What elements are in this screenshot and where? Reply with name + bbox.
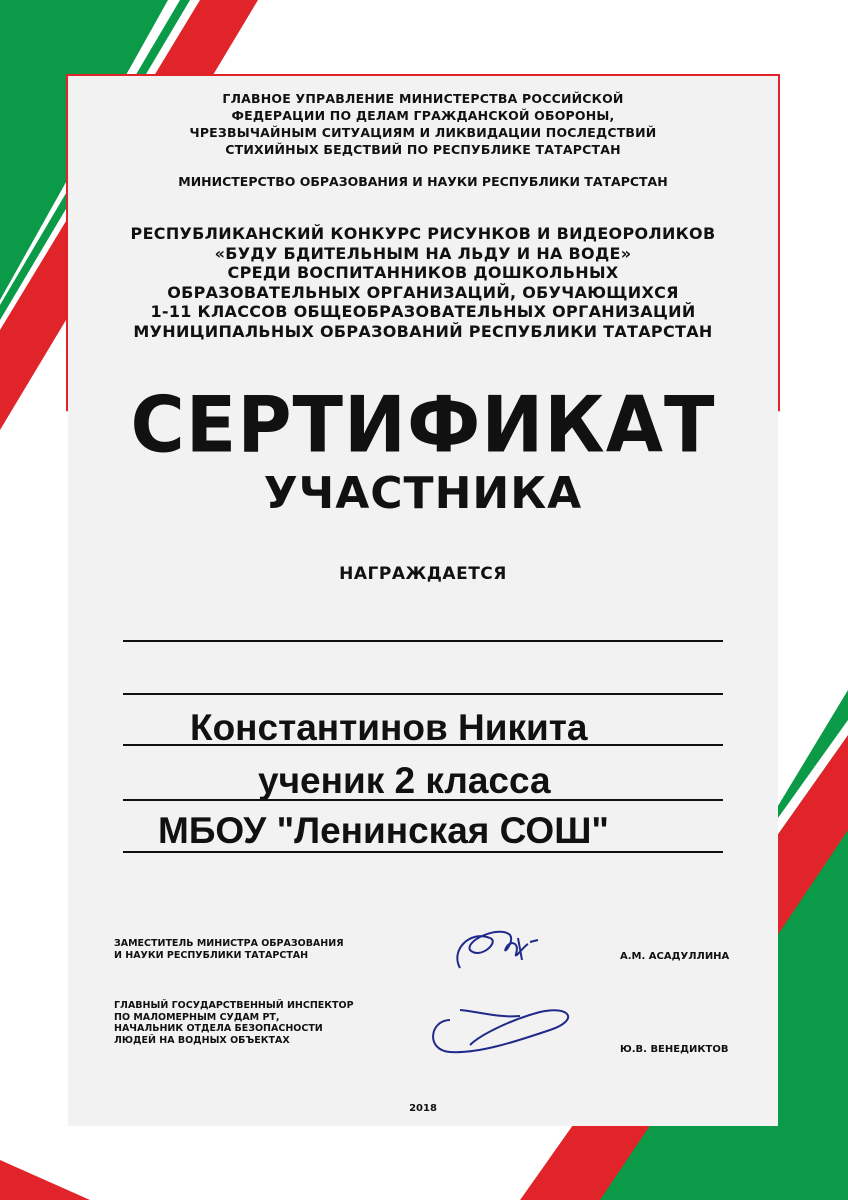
role-line: НАЧАЛЬНИК ОТДЕЛА БЕЗОПАСНОСТИ	[114, 1023, 323, 1034]
recipient-school: МБОУ "Ленинская СОШ"	[158, 810, 609, 851]
role-line: ЗАМЕСТИТЕЛЬ МИНИСТРА ОБРАЗОВАНИЯ	[114, 938, 344, 949]
contest-line: МУНИЦИПАЛЬНЫХ ОБРАЗОВАНИЙ РЕСПУБЛИКИ ТАТАРСТАН	[133, 321, 713, 341]
signer-1-role	[114, 938, 344, 961]
contest-description	[68, 224, 778, 341]
blank-line	[123, 640, 723, 642]
blank-line	[123, 693, 723, 695]
ministry-line: ЧРЕЗВЫЧАЙНЫМ СИТУАЦИЯМ И ЛИКВИДАЦИИ ПОСЛЕДСТВИЙ	[189, 125, 657, 140]
ministry-header	[68, 90, 778, 158]
recipient-grade: ученик 2 класса	[258, 760, 551, 801]
contest-line: «БУДУ БДИТЕЛЬНЫМ НА ЛЬДУ И НА ВОДЕ»	[214, 243, 632, 263]
contest-line: РЕСПУБЛИКАНСКИЙ КОНКУРС РИСУНКОВ И ВИДЕОРОЛИКОВ	[130, 224, 716, 243]
contest-line: СРЕДИ ВОСПИТАННИКОВ ДОШКОЛЬНЫХ	[227, 263, 619, 282]
role-line: ЛЮДЕЙ НА ВОДНЫХ ОБЪЕКТАХ	[114, 1034, 290, 1046]
ministry-line: ФЕДЕРАЦИИ ПО ДЕЛАМ ГРАЖДАНСКОЙ ОБОРОНЫ,	[231, 108, 615, 123]
certificate-subtitle: УЧАСТНИКА	[263, 468, 583, 519]
role-line: И НАУКИ РЕСПУБЛИКИ ТАТАРСТАН	[114, 949, 309, 961]
contest-line: ОБРАЗОВАТЕЛЬНЫХ ОРГАНИЗАЦИЙ, ОБУЧАЮЩИХСЯ	[167, 282, 679, 302]
certificate-title: СЕРТИФИКАТ	[130, 379, 716, 471]
signer-2-name: Ю.В. ВЕНЕДИКТОВ	[620, 1044, 729, 1055]
role-line: ПО МАЛОМЕРНЫМ СУДАМ РТ,	[114, 1011, 280, 1023]
signature-1-icon	[440, 920, 560, 980]
ministry-line: СТИХИЙНЫХ БЕДСТВИЙ ПО РЕСПУБЛИКЕ ТАТАРСТАН	[225, 142, 621, 157]
year: 2018	[409, 1103, 437, 1114]
signer-1-name: А.М. АСАДУЛЛИНА	[620, 951, 730, 962]
ministry-line: ГЛАВНОЕ УПРАВЛЕНИЕ МИНИСТЕРСТВА РОССИЙСКОЙ	[222, 91, 624, 106]
ministry-education: МИНИСТЕРСТВО ОБРАЗОВАНИЯ И НАУКИ РЕСПУБЛИКИ ТАТАРСТАН	[178, 174, 668, 189]
role-line: ГЛАВНЫЙ ГОСУДАРСТВЕННЫЙ ИНСПЕКТОР	[114, 1000, 354, 1011]
recipient-name: Константинов Никита	[190, 707, 588, 748]
signature-2-icon	[420, 990, 590, 1070]
signer-2-role	[114, 1000, 354, 1046]
contest-line: 1-11 КЛАССОВ ОБЩЕОБРАЗОВАТЕЛЬНЫХ ОРГАНИЗАЦИЙ	[150, 302, 696, 321]
awarded-label: НАГРАЖДАЕТСЯ	[339, 564, 507, 584]
